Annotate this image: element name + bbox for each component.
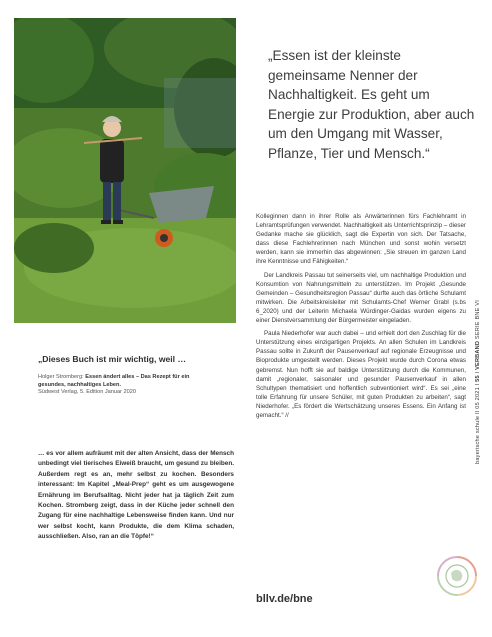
issue-number: 05 2021 (475, 387, 481, 409)
magazine-name: bayerische schule (475, 415, 481, 464)
article-body (256, 212, 466, 424)
garden-photo (14, 18, 236, 323)
section-label: VERBAND (475, 340, 481, 370)
article-paragraph: Kolleginnen dann in ihrer Rolle als Anwärterinnen fürs Fachlehramt in Lehramtsprüfungen verwendet. Nachhaltigkeit als Unterrichtsprinzip – dieser Gedanke mache sie glücklich, sagt die Expertin von sich. Der Tatsache, dass diese Fachlehrerinnen nach München und sonst wohin versetzt werden, kann sie immerhin das abgewinnen: „Sie streuen im ganzen Land ihre Kenntnisse und Fähigkeiten.“ (256, 213, 466, 266)
bne-logo (436, 555, 478, 597)
book-publisher: Südwest Verlag, 5. Edition Januar 2020 (38, 389, 136, 396)
page-footer-vertical: bayerische schule II 05 2021 I 55 I VERBAND SERIE BNE VI (475, 300, 481, 464)
website-link[interactable]: bllv.de/bne (256, 593, 313, 605)
book-recommendation-text: … es vor allem aufräumt mit der alten Ansicht, dass der Mensch unbedingt viel tierisches Eiweiß braucht, um gesund zu bleiben. Außerdem regt es an, mehr selbst zu kochen. Besonders interessant: Im Kapitel „Meal-Prep“ geht es um ausgewogene Ernährung im Berufsalltag. Nicht jeder hat ja täglich Zeit zum Kochen. Stromberg zeigt, dass in der Küche jeder schnell den Zugang für eine nachhaltige Lebensweise finden kann. Und nur wer selbst kocht, kann Produkte, die dem Klima schaden, ausschließen. Also, ran an die Töpfe!“ (38, 450, 234, 541)
article-paragraph: Paula Niederhofer war auch dabei – und erhielt dort den Zuschlag für die Unterstützung eines einzigartigen Projekts. An allen Schulen im Landkreis Passau sollte in Zukunft der Pausenverkauf auf regionale Erzeugnisse und Bioprodukte umgestellt werden. Dieses Projekt wurde durch Corona etwas gebremst. Nun hofft sie auf baldige Unterstützung durch die Kommunen, damit „regionaler, saisonaler und gesunder Pausenverkauf in allen Schultypen thematisiert und hoffentlich subventioniert wird“. Es sei „eine tolle Erfahrung für unsere Schüler, mit guten Produkten zu arbeiten“, sagt Niederhofer. „Es fördert die Wertschätzung unseres Essens. Ein Anfang ist gemacht.“ // (256, 330, 466, 419)
page-number: 55 (475, 375, 481, 382)
series-label: SERIE BNE VI (475, 300, 481, 340)
book-title: Essen ändert alles – Das Rezept für ein gesundes, nachhaltiges Leben. (38, 374, 190, 388)
article-paragraph: Der Landkreis Passau tut seinerseits viel, um nachhaltige Produktion und Konsumtion von Nahrungsmitteln zu unterstützen. Im Projekt „Gesunde Gemeinden – Gesundheitsregion Passau“ durfte auch das örtliche Schulamt mitwirken. Die Arbeitskreisleiter mit Schulamts-Chef Werner Grabl (s.bs 6_2020) und der Leiterin Michaela Würdinger-Gaidas wurden eigens zu einer Dienstversammlung der Bürgermeister eingeladen. (256, 271, 466, 325)
book-citation (38, 374, 218, 397)
book-box-heading: „Dieses Buch ist mir wichtig, weil … (38, 354, 187, 364)
book-author: Holger Stromberg: (38, 374, 86, 380)
pull-quote: „Essen ist der kleinste gemeinsame Nenner der Nachhaltigkeit. Es geht um Energie zur Produktion, aber auch um den Umgang mit Wasser, Pflanze, Tier und Mensch.“ (268, 48, 475, 161)
